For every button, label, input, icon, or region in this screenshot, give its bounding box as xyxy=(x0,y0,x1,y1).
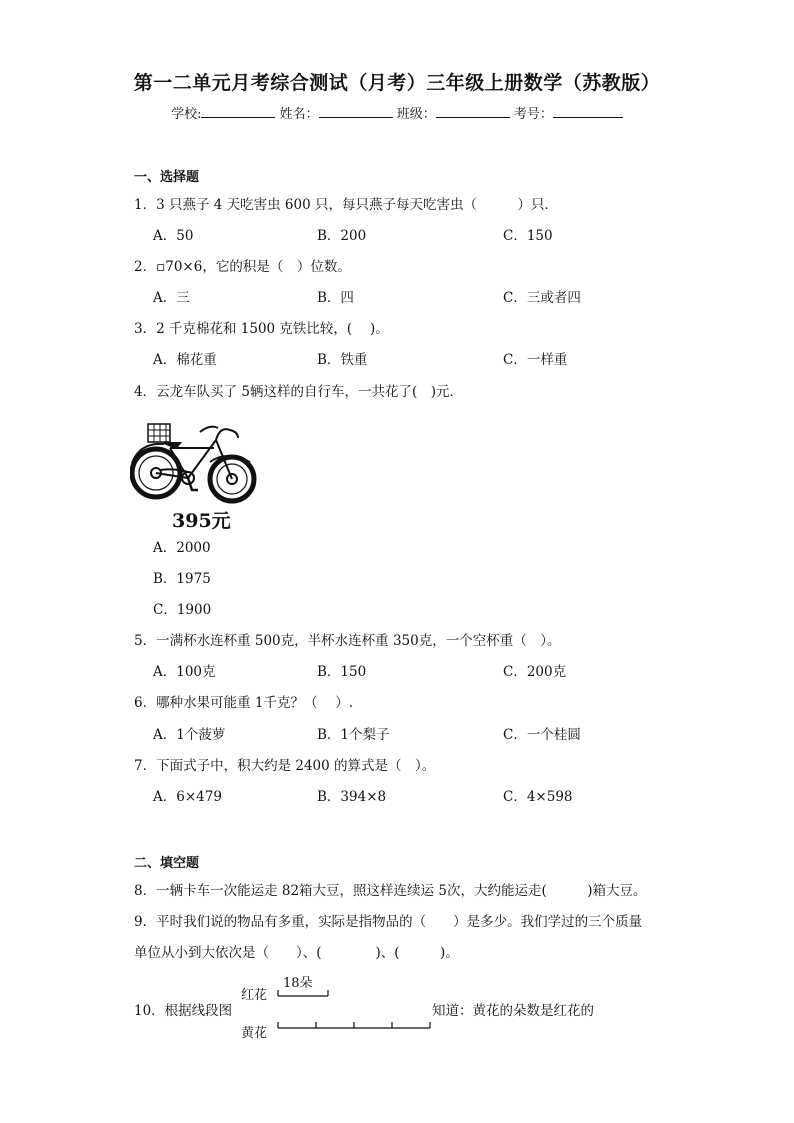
q5-option-a[interactable]: A．100克 xyxy=(153,664,216,680)
class-label: 班级： xyxy=(396,107,436,122)
q4-option-a[interactable]: A．2000 xyxy=(153,540,211,556)
question-1: 1．3 只燕子 4 天吃害虫 600 只，每只燕子每天吃害虫（ ）只． xyxy=(134,197,558,213)
q7-option-a[interactable]: A．6×479 xyxy=(153,789,222,805)
q3-option-b[interactable]: B．铁重 xyxy=(317,352,368,368)
exam-no-label: 考号： xyxy=(513,107,553,122)
question-6: 6．哪种水果可能重 1千克？（ ）. xyxy=(134,695,354,711)
q7-option-b[interactable]: B．394×8 xyxy=(317,789,387,805)
section-heading-fill: 二、填空题 xyxy=(134,856,200,871)
q6-option-b[interactable]: B．1个梨子 xyxy=(317,727,390,743)
school-label: 学校: xyxy=(171,107,202,122)
q1-option-c[interactable]: C．150 xyxy=(503,228,553,244)
bicycle-image xyxy=(130,418,260,504)
question-9-line-2: 单位从小到大依次是（ ）、( )、( )。 xyxy=(134,945,459,961)
question-10-suffix: 知道：黄花的朵数是红花的 xyxy=(432,1003,594,1019)
question-9-line-1: 9．平时我们说的物品有多重，实际是指物品的（ ）是多少。我们学过的三个质量 xyxy=(134,914,643,930)
school-blank[interactable] xyxy=(201,105,275,118)
line-segment-diagram xyxy=(272,984,442,1034)
q2-option-c[interactable]: C．三或者四 xyxy=(503,290,581,306)
question-8: 8．一辆卡车一次能运走 82箱大豆，照这样连续运 5次，大约能运走( )箱大豆。 xyxy=(134,883,647,899)
q3-option-a[interactable]: A．棉花重 xyxy=(153,352,217,368)
section-heading-choice: 一、选择题 xyxy=(134,170,200,185)
q6-option-c[interactable]: C．一个桂圆 xyxy=(503,727,581,743)
q1-option-b[interactable]: B．200 xyxy=(317,228,367,244)
question-7: 7．下面式子中，积大约是 2400 的算式是（ ）。 xyxy=(134,758,436,774)
red-flower-label: 红花 xyxy=(241,988,268,1003)
question-10-prefix: 10．根据线段图 xyxy=(134,1003,233,1019)
name-label: 姓名： xyxy=(279,107,319,122)
question-5: 5．一满杯水连杯重 500克，半杯水连杯重 350克，一个空杯重（ ）。 xyxy=(134,633,561,649)
yellow-flower-label: 黄花 xyxy=(241,1026,268,1041)
q2-option-a[interactable]: A．三 xyxy=(153,290,190,306)
q4-option-b[interactable]: B．1975 xyxy=(153,571,211,587)
question-3: 3．2 千克棉花和 1500 克铁比较，( )。 xyxy=(134,321,389,337)
question-4: 4．云龙车队买了 5辆这样的自行车，一共花了( )元． xyxy=(134,384,464,400)
q2-option-b[interactable]: B．四 xyxy=(317,290,354,306)
q5-option-c[interactable]: C．200克 xyxy=(503,664,567,680)
q1-option-a[interactable]: A．50 xyxy=(153,228,194,244)
page-title: 第一二单元月考综合测试（月考）三年级上册数学（苏教版） xyxy=(133,72,661,94)
class-blank[interactable] xyxy=(436,105,510,118)
name-blank[interactable] xyxy=(319,105,393,118)
q6-option-a[interactable]: A．1个菠萝 xyxy=(153,727,226,743)
q7-option-c[interactable]: C．4×598 xyxy=(503,789,573,805)
q5-option-b[interactable]: B．150 xyxy=(317,664,367,680)
exam-no-blank[interactable] xyxy=(553,105,623,118)
student-info xyxy=(0,103,794,122)
bicycle-price: 395元 xyxy=(172,510,231,532)
segment-length-label: 18朵 xyxy=(283,976,313,991)
question-2: 2．▫70×6，它的积是（ ）位数。 xyxy=(134,259,351,275)
q4-option-c[interactable]: C．1900 xyxy=(153,602,212,618)
q3-option-c[interactable]: C．一样重 xyxy=(503,352,568,368)
